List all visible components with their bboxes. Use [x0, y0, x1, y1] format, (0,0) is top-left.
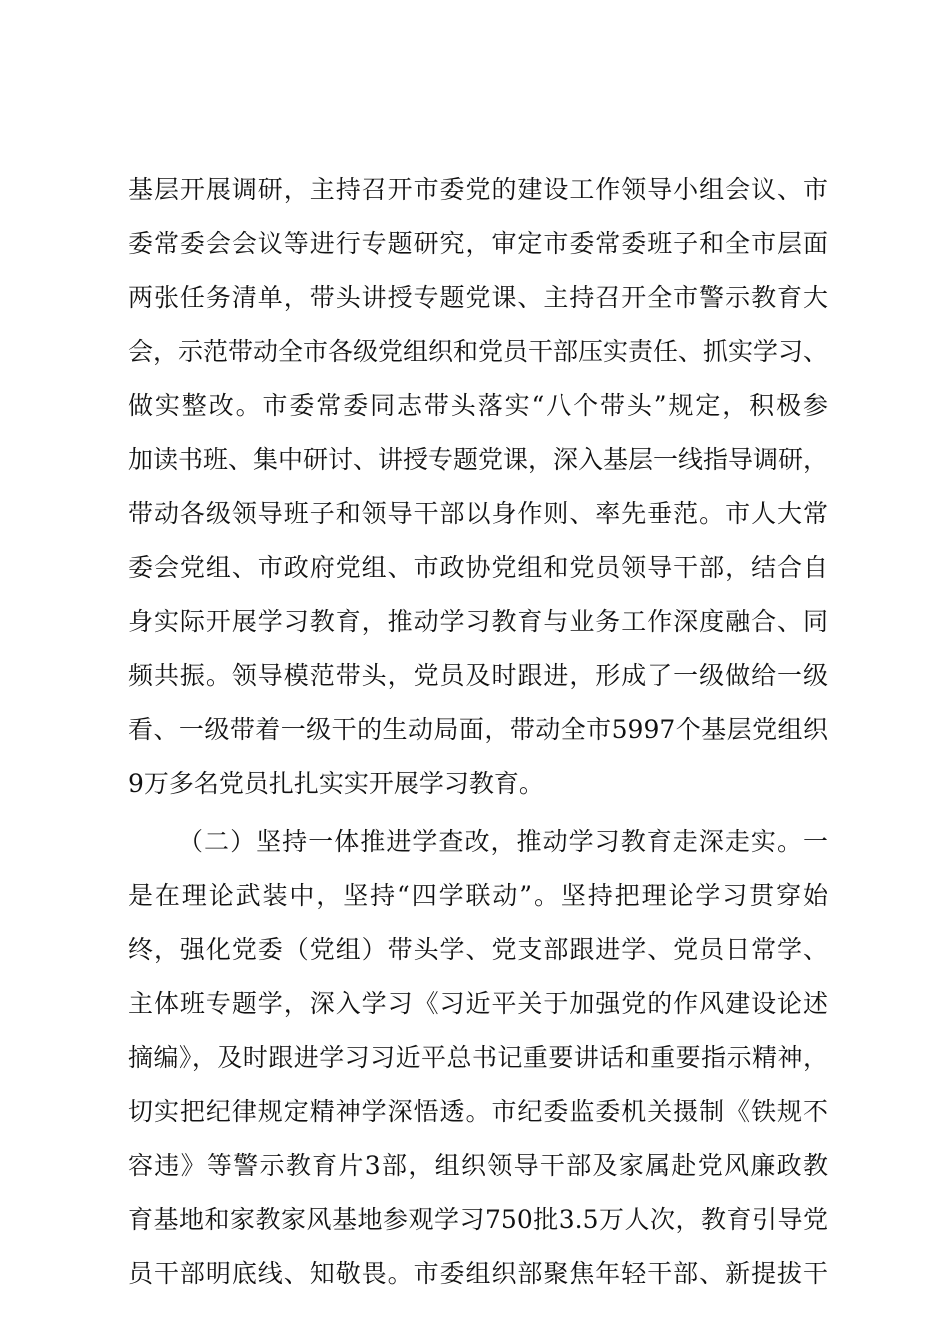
text-line: 9万多名党员扎扎实实开展学习教育。 — [128, 769, 544, 798]
text-line: 频共振。领导模范带头，党员及时跟进，形成了一级做给一级 — [128, 661, 828, 690]
text-line: 委会党组、市政府党组、市政协党组和党员领导干部，结合自 — [128, 553, 828, 582]
text-line: 员干部明底线、知敬畏。市委组织部聚焦年轻干部、新提拔干 — [128, 1259, 828, 1288]
text-line: 身实际开展学习教育，推动学习教育与业务工作深度融合、同 — [128, 607, 828, 636]
text-line: 是在理论武装中，坚持“四学联动”。坚持把理论学习贯穿始 — [128, 881, 828, 910]
text-line: 基层开展调研，主持召开市委党的建设工作领导小组会议、市 — [128, 175, 828, 204]
text-line: 育基地和家教家风基地参观学习750批3.5万人次，教育引导党 — [128, 1205, 828, 1234]
text-line: 终，强化党委（党组）带头学、党支部跟进学、党员日常学、 — [128, 935, 828, 964]
text-line: 主体班专题学，深入学习《习近平关于加强党的作风建设论述 — [128, 989, 828, 1018]
text-line: 容违》等警示教育片3部，组织领导干部及家属赴党风廉政教 — [128, 1151, 828, 1180]
text-line: 看、一级带着一级干的生动局面，带动全市5997个基层党组织 — [128, 715, 828, 744]
text-line: 做实整改。市委常委同志带头落实“八个带头”规定，积极参 — [128, 391, 828, 420]
section-heading-line: （二）坚持一体推进学查改，推动学习教育走深走实。一 — [178, 827, 828, 856]
text-line: 委常委会会议等进行专题研究，审定市委常委班子和全市层面 — [128, 229, 828, 258]
text-line: 摘编》，及时跟进学习习近平总书记重要讲话和重要指示精神， — [128, 1043, 828, 1072]
text-line: 加读书班、集中研讨、讲授专题党课，深入基层一线指导调研， — [128, 445, 829, 474]
text-line: 切实把纪律规定精神学深悟透。市纪委监委机关摄制《铁规不 — [128, 1097, 828, 1126]
text-line: 两张任务清单，带头讲授专题党课、主持召开全市警示教育大 — [128, 283, 828, 312]
text-line: 会，示范带动全市各级党组织和党员干部压实责任、抓实学习、 — [128, 337, 829, 366]
text-line: 带动各级领导班子和领导干部以身作则、率先垂范。市人大常 — [128, 499, 828, 528]
